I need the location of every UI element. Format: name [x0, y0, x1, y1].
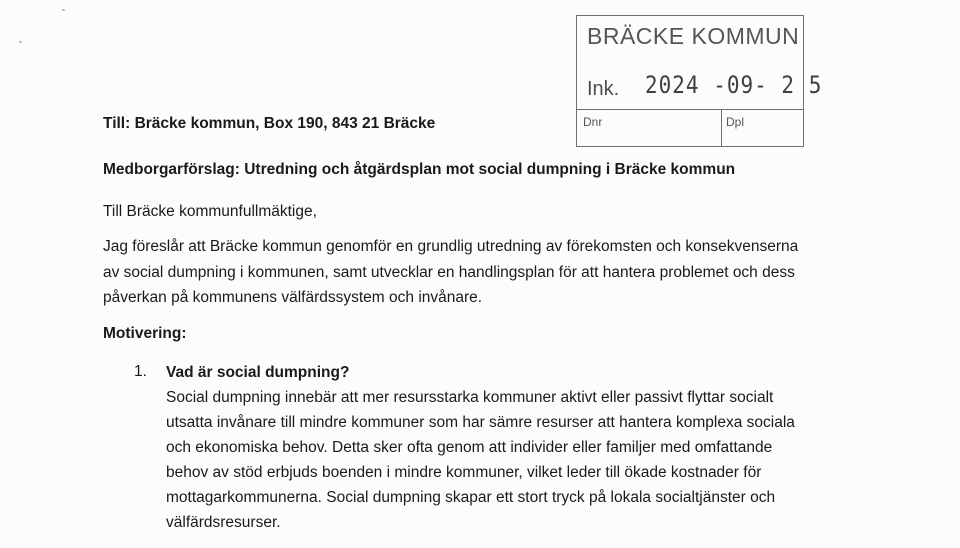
stamp-dnr-label: Dnr	[583, 115, 603, 129]
paragraph-line: behov av stöd erbjuds boenden i mindre kommuner, vilket leder till ökade kostnader för	[166, 464, 762, 481]
list-item-number: 1.	[134, 363, 147, 380]
paragraph-line: välfärdsresurser.	[166, 514, 281, 531]
paragraph-line: och ekonomiska behov. Detta sker ofta genom att individer eller familjer med omfattande	[166, 439, 773, 456]
stamp-divider	[721, 109, 722, 147]
paragraph-line: Social dumpning innebär att mer resursstarka kommuner aktivt eller passivt flyttar socialt	[166, 389, 774, 406]
stamp-dpl-label: Dpl	[726, 115, 745, 129]
motivation-heading: Motivering:	[103, 325, 187, 342]
paragraph-line: av social dumpning i kommunen, samt utvecklar en handlingsplan för att hantera problemet och dess	[103, 263, 795, 281]
stamp-received-date: 2024 -09- 2 5	[645, 71, 823, 99]
paragraph-line: utsatta invånare till mindre kommuner som har sämre resurser att hantera komplexa sociala	[166, 414, 795, 431]
paragraph-line: Jag föreslår att Bräcke kommun genomför en grundlig utredning av förekomsten och konsekvenserna	[103, 238, 799, 255]
letter-greeting: Till Bräcke kommunfullmäktige,	[103, 203, 317, 220]
list-item	[166, 360, 795, 535]
stamp-municipality-name: BRÄCKE KOMMUN	[587, 23, 800, 49]
stamp-divider	[577, 109, 803, 110]
recipient-address: Till: Bräcke kommun, Box 190, 843 21 Bräcke	[103, 115, 436, 132]
intro-paragraph	[103, 234, 798, 311]
scan-speck	[62, 9, 65, 11]
list-item-heading: Vad är social dumpning?	[166, 364, 350, 381]
letter-subject: Medborgarförslag: Utredning och åtgärdsplan mot social dumpning i Bräcke kommun	[103, 161, 736, 178]
paragraph-line: mottagarkommunerna. Social dumpning skapar ett stort tryck på lokala socialtjänster och	[166, 489, 776, 506]
paragraph-line: påverkan på kommunens välfärdssystem och invånare.	[103, 289, 483, 306]
scan-speck	[19, 41, 22, 43]
received-stamp	[576, 15, 823, 147]
stamp-received-label: Ink.	[587, 78, 620, 100]
